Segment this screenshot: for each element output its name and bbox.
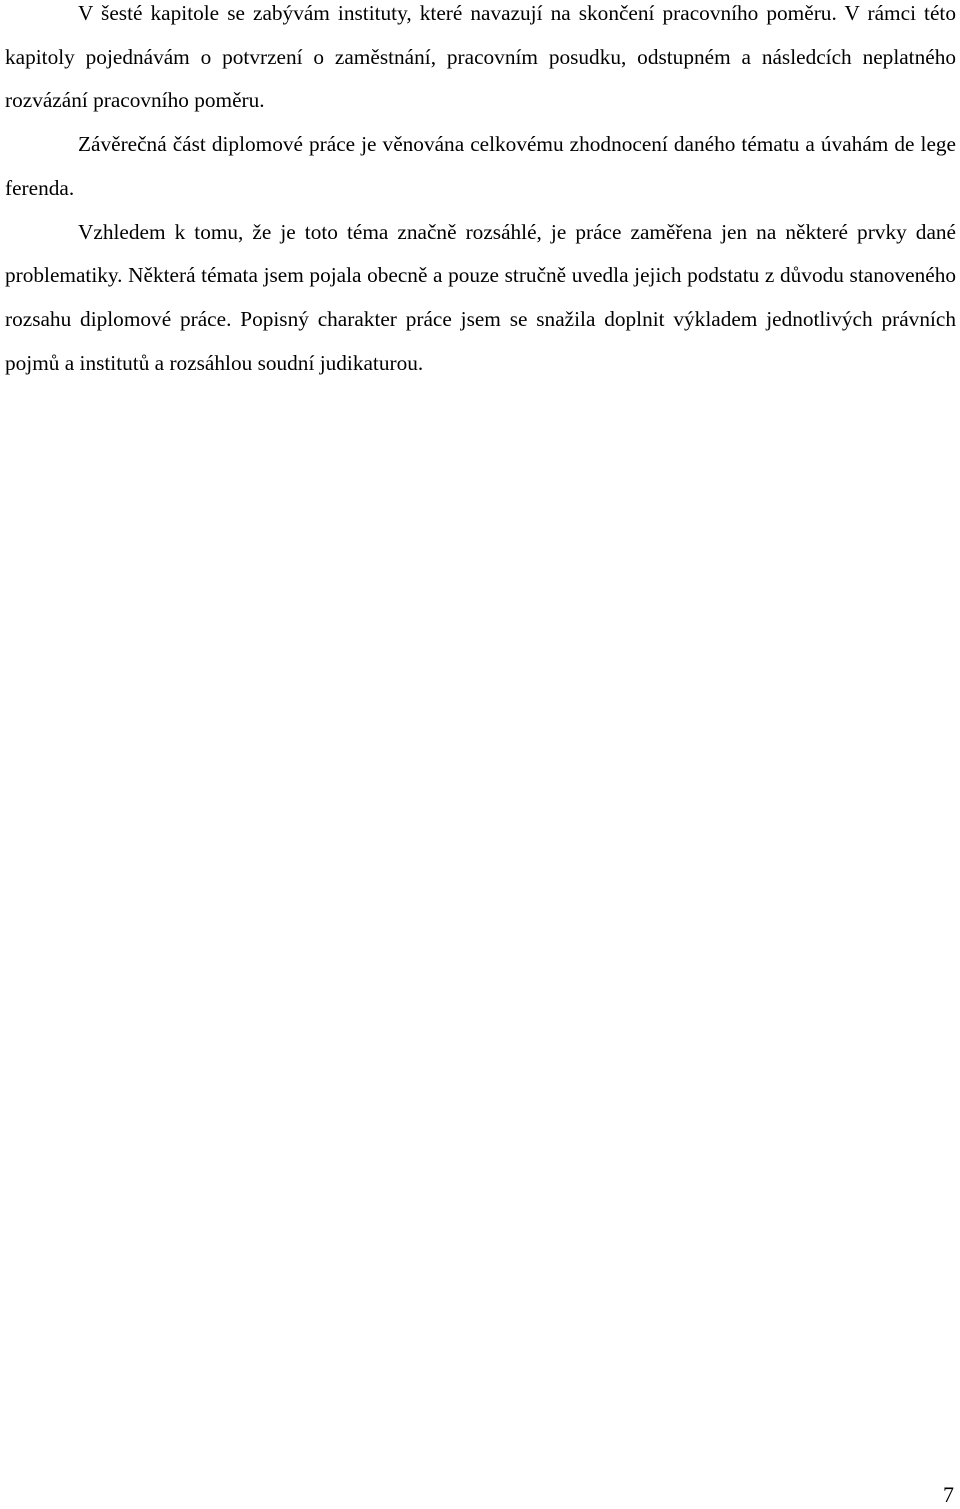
paragraph-conclusion-summary: Závěrečná část diplomové práce je věnována celkovému zhodnocení daného tématu a úvahám de lege ferenda.: [5, 132, 956, 200]
page-number: 7: [943, 1482, 954, 1507]
body-text: [5, 0, 956, 385]
paragraph-chapter-six-summary: V šesté kapitole se zabývám instituty, které navazují na skončení pracovního poměru. V rámci této kapitoly pojednávám o potvrzení o zaměstnání, pracovním posudku, odstupném a následcích neplatného rozvázání pracovního poměru.: [5, 1, 956, 113]
paragraph-scope-note: Vzhledem k tomu, že je toto téma značně rozsáhlé, je práce zaměřena jen na některé prvky dané problematiky. Některá témata jsem pojala obecně a pouze stručně uvedla jejich podstatu z důvodu stanoveného rozsahu diplomové práce. Popisný charakter práce jsem se snažila doplnit výkladem jednotlivých právních pojmů a institutů a rozsáhlou soudní judikaturou.: [5, 219, 956, 375]
